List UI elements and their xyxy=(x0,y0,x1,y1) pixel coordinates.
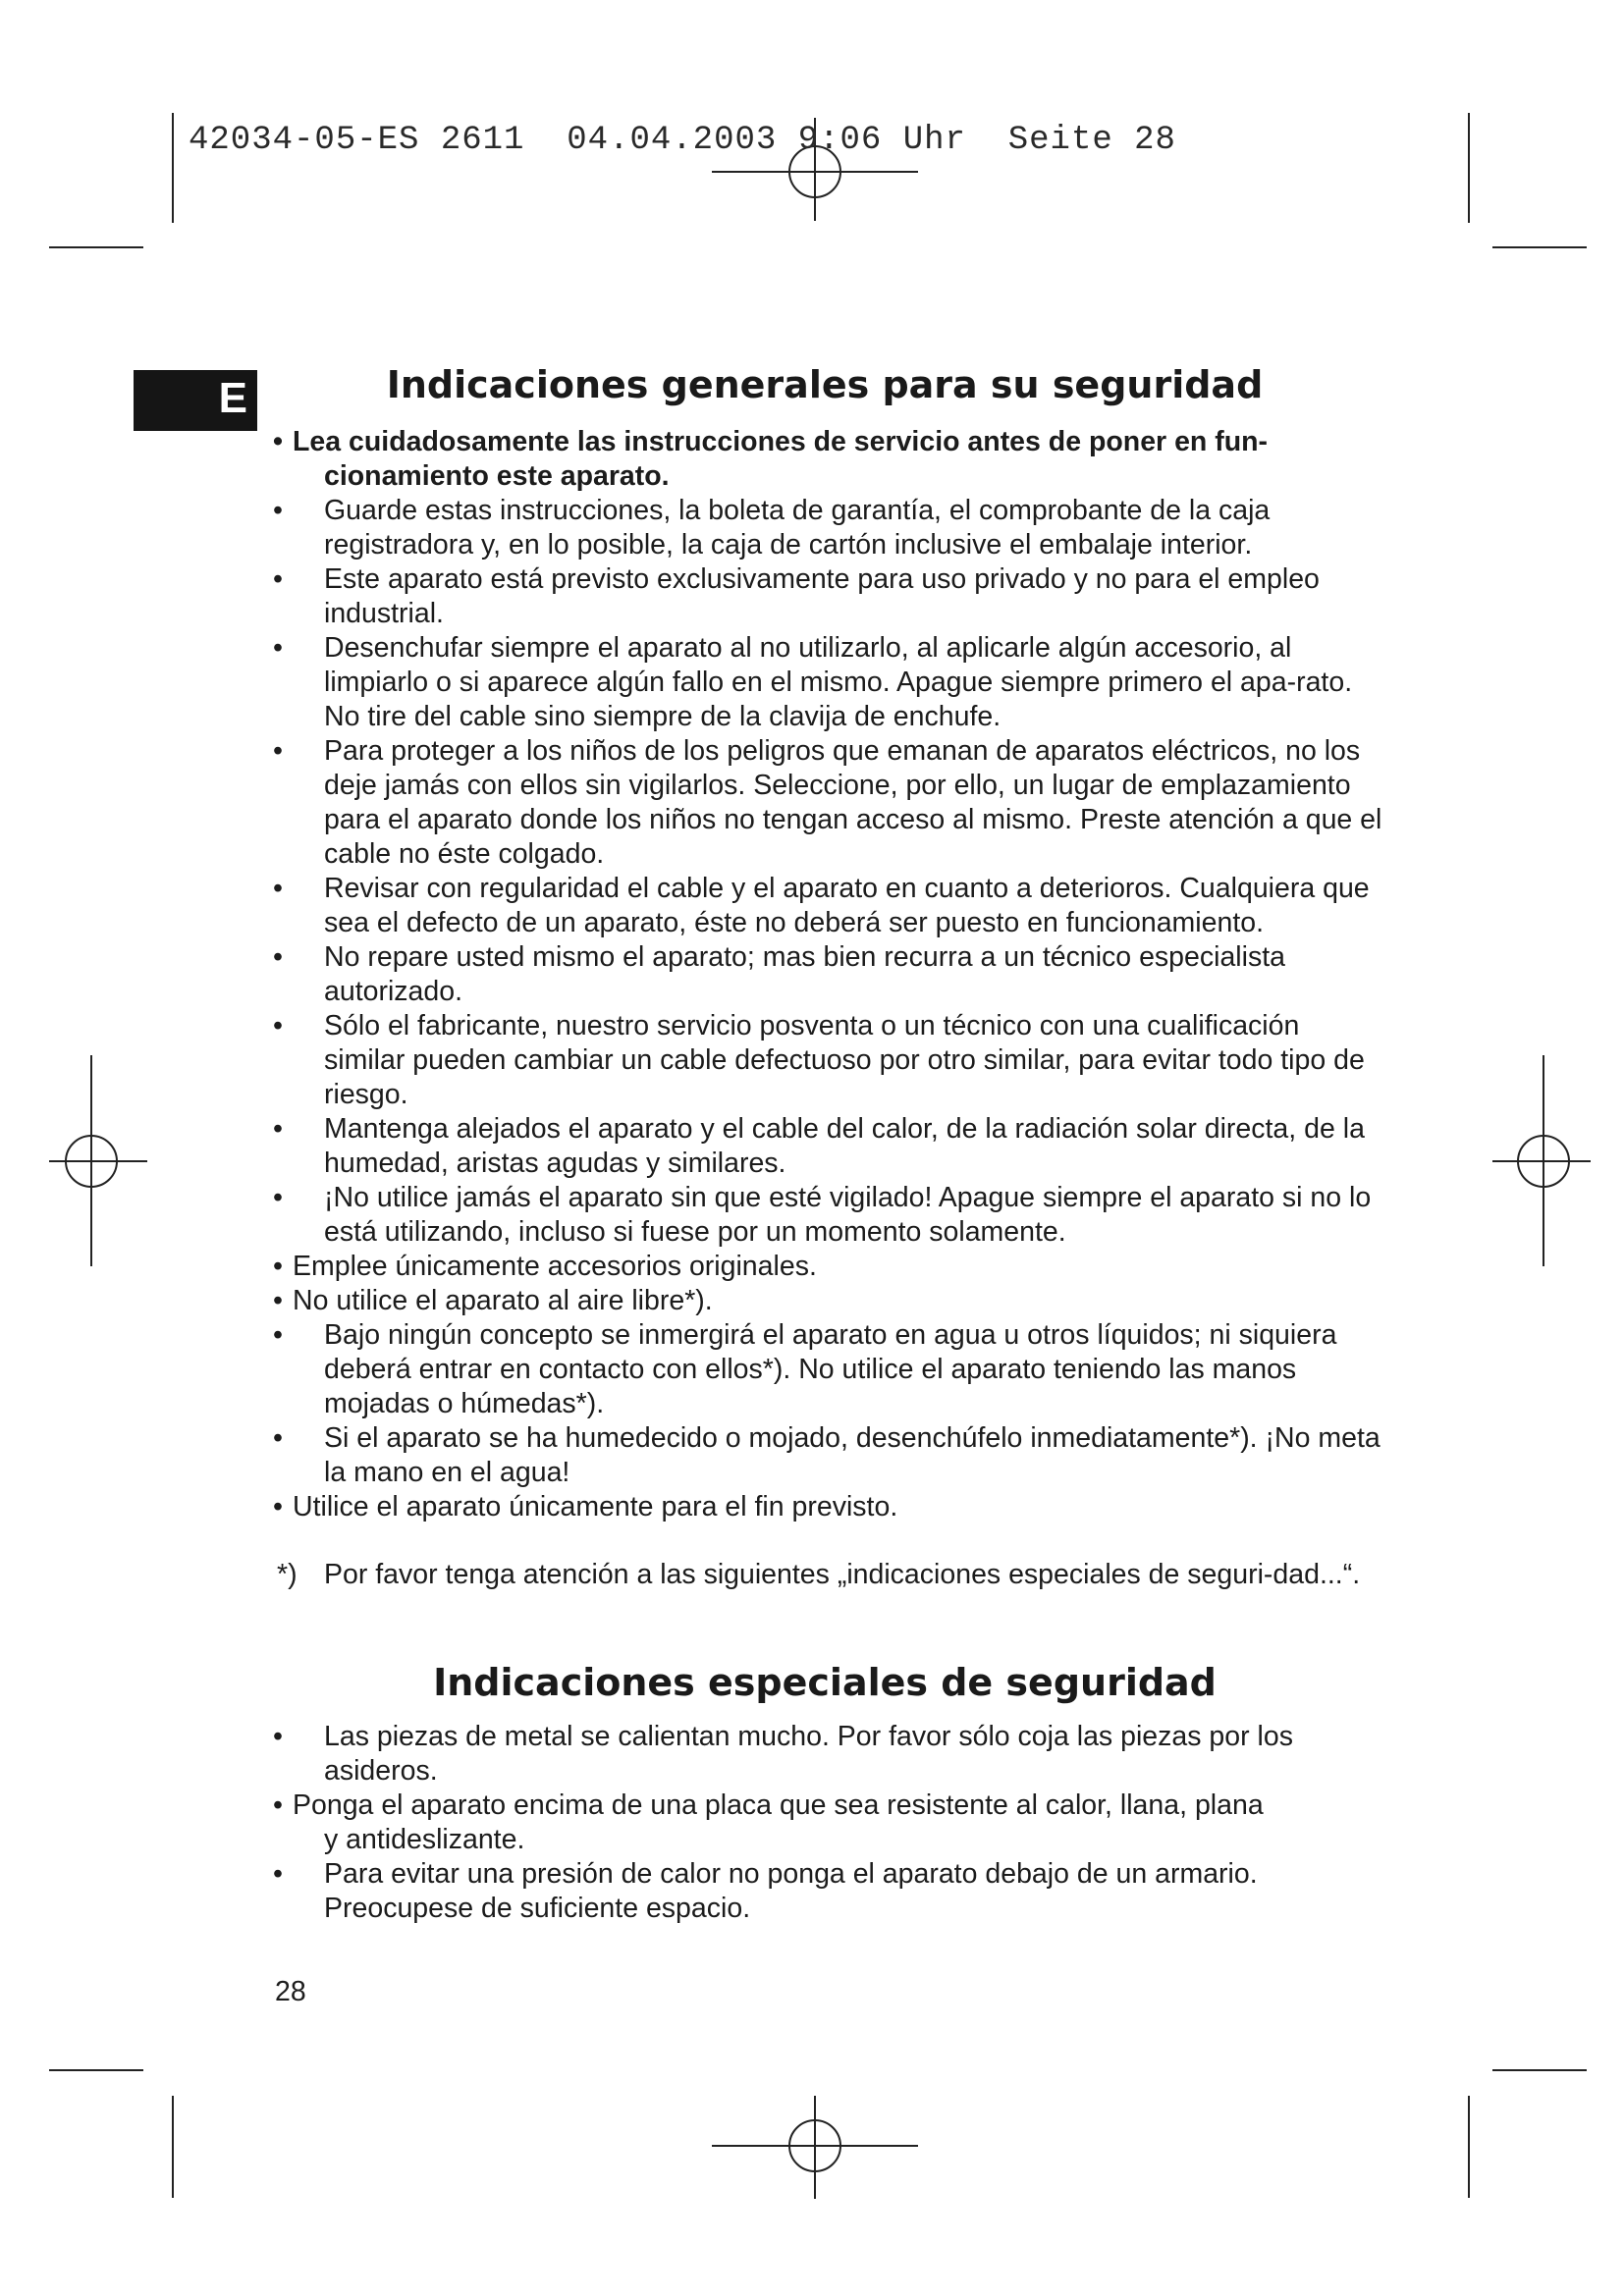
page-number: 28 xyxy=(275,1976,306,2007)
list-item xyxy=(273,494,1382,562)
list-item-text: Este aparato está previsto exclusivamente para uso privado y no para el empleo industrial. xyxy=(324,563,1320,629)
list-item-text: Las piezas de metal se calientan mucho. Por favor sólo coja las piezas por los asideros. xyxy=(324,1721,1293,1787)
list-item xyxy=(273,1009,1382,1112)
bullet: • xyxy=(273,735,283,767)
list-item-text: No repare usted mismo el aparato; mas bien recurra a un técnico especialista autorizado. xyxy=(324,941,1285,1007)
list-item-text: Emplee únicamente accesorios originales. xyxy=(293,1251,817,1282)
list-item xyxy=(273,1789,1382,1857)
list-item xyxy=(273,1720,1382,1789)
list-item xyxy=(273,1181,1382,1250)
registration-mark-right-icon xyxy=(1488,1055,1596,1266)
crop-mark-top-right-horizontal xyxy=(1492,246,1587,248)
crop-mark-bottom-right-horizontal xyxy=(1492,2069,1587,2071)
bullet: • xyxy=(273,1251,283,1282)
bullet: • xyxy=(273,1491,283,1522)
language-tab-label: E xyxy=(218,374,247,422)
registration-mark-left-icon xyxy=(44,1055,152,1266)
list-item-text: Utilice el aparato únicamente para el fin previsto. xyxy=(293,1491,898,1522)
bullet: • xyxy=(273,495,283,526)
list-item xyxy=(273,1857,1382,1926)
bullet: • xyxy=(273,1285,283,1316)
bullet: • xyxy=(273,632,283,664)
list-item xyxy=(273,631,1382,734)
list-item xyxy=(273,1318,1382,1421)
list-item-text: Si el aparato se ha humedecido o mojado, desenchúfelo inmediatamente*). ¡No meta la mano en el agua! xyxy=(324,1422,1380,1488)
bullet: • xyxy=(273,1113,283,1145)
list-item xyxy=(273,734,1382,872)
list-item-text: ¡No utilice jamás el aparato sin que esté vigilado! Apague siempre el aparato si no lo está utilizando, incluso si fuese por un momento solamente. xyxy=(324,1182,1372,1248)
list-item-text: Para proteger a los niños de los peligros que emanan de aparatos eléctricos, no los deje jamás con ellos sin vigilarlos. Seleccione, por ello, un lugar de emplazamiento para el aparato donde los niños no tengan acceso al mismo. Preste atención a que el cable no éste colgado. xyxy=(324,735,1382,870)
footnote-marker: *) xyxy=(277,1559,298,1590)
list-item-text: Guarde estas instrucciones, la boleta de garantía, el comprobante de la caja registradora y, en lo posible, la caja de cartón inclusive el embalaje interior. xyxy=(324,495,1271,561)
bullet: • xyxy=(273,426,283,457)
footnote xyxy=(273,1558,1382,1592)
print-header: 42034-05-ES 2611 04.04.2003 9:06 Uhr Seite 28 xyxy=(189,122,1176,159)
list-item xyxy=(273,940,1382,1009)
list-item xyxy=(273,425,1382,494)
bullet: • xyxy=(273,1422,283,1454)
list-item xyxy=(273,1112,1382,1181)
bullet: • xyxy=(273,1182,283,1213)
list-item-text: No utilice el aparato al aire libre*). xyxy=(293,1285,713,1316)
section-2-list xyxy=(273,1720,1382,1926)
list-item-continuation: cionamiento este aparato. xyxy=(324,460,670,492)
crop-mark-bottom-left-vertical xyxy=(172,2096,174,2198)
bullet: • xyxy=(273,1858,283,1890)
list-item-text: Revisar con regularidad el cable y el aparato en cuanto a deterioros. Cualquiera que sea el defecto de un aparato, éste no deberá ser puesto en funcionamiento. xyxy=(324,873,1370,938)
list-item xyxy=(273,1284,1382,1318)
bullet: • xyxy=(273,941,283,973)
bullet: • xyxy=(273,1010,283,1041)
list-item-text: Lea cuidadosamente las instrucciones de servicio antes de poner en fun- xyxy=(293,426,1269,457)
crop-mark-bottom-right-vertical xyxy=(1468,2096,1470,2198)
crop-mark-top-left-vertical xyxy=(172,113,174,223)
list-item-text: Ponga el aparato encima de una placa que sea resistente al calor, llana, plana xyxy=(293,1789,1264,1821)
list-item xyxy=(273,1421,1382,1490)
list-item xyxy=(273,1490,1382,1524)
section-1-list xyxy=(273,425,1382,1524)
footnote-text: Por favor tenga atención a las siguientes „indicaciones especiales de seguri-dad...“. xyxy=(324,1559,1361,1590)
list-item-continuation: y antideslizante. xyxy=(324,1824,525,1855)
bullet: • xyxy=(273,1319,283,1351)
list-item-text: Bajo ningún concepto se inmergirá el aparato en agua u otros líquidos; ni siquiera deberá entrar en contacto con ellos*). No utilice el aparato teniendo las manos mojadas o húmedas*). xyxy=(324,1319,1337,1419)
list-item xyxy=(273,562,1382,631)
bullet: • xyxy=(273,1789,283,1821)
bullet: • xyxy=(273,563,283,595)
bullet: • xyxy=(273,873,283,904)
bullet: • xyxy=(273,1721,283,1752)
crop-mark-top-left-horizontal xyxy=(49,246,143,248)
list-item-text: Sólo el fabricante, nuestro servicio posventa o un técnico con una cualificación similar pueden cambiar un cable defectuoso por otro similar, para evitar todo tipo de riesgo. xyxy=(324,1010,1365,1110)
crop-mark-bottom-left-horizontal xyxy=(49,2069,143,2071)
language-tab xyxy=(134,370,257,431)
registration-mark-bottom-icon xyxy=(712,2096,918,2199)
section-1-title: Indicaciones generales para su seguridad xyxy=(386,363,1264,406)
list-item xyxy=(273,872,1382,940)
section-2-title: Indicaciones especiales de seguridad xyxy=(433,1661,1217,1704)
list-item-text: Desenchufar siempre el aparato al no utilizarlo, al aplicarle algún accesorio, al limpiarlo o si aparece algún fallo en el mismo. Apague siempre primero el apa-rato. No tire del cable sino siempre de la clavija de enchufe. xyxy=(324,632,1353,732)
list-item xyxy=(273,1250,1382,1284)
list-item-text: Para evitar una presión de calor no ponga el aparato debajo de un armario. Preocupese de suficiente espacio. xyxy=(324,1858,1258,1924)
list-item-text: Mantenga alejados el aparato y el cable del calor, de la radiación solar directa, de la humedad, aristas agudas y similares. xyxy=(324,1113,1365,1179)
crop-mark-top-right-vertical xyxy=(1468,113,1470,223)
